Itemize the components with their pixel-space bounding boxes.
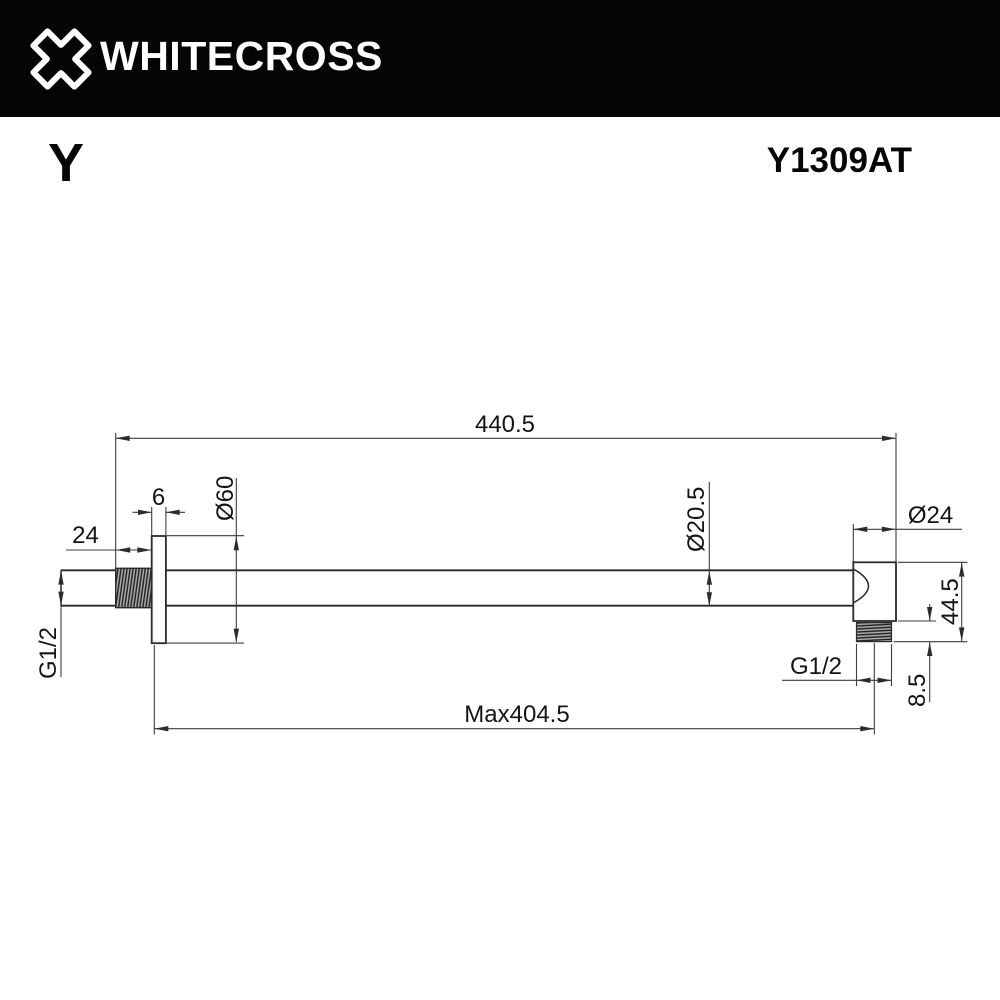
dim-outlet-thread-label: G1/2 [789, 653, 843, 680]
dim-outlet-height-label: 44.5 [937, 578, 964, 625]
inlet-thread-hatch [116, 568, 152, 607]
dim-total-length-label: 440.5 [474, 411, 536, 438]
dim-inlet-thread [35, 571, 64, 679]
dim-outlet-diameter-label: Ø24 [907, 502, 954, 529]
product-code: Y1309AT [766, 141, 912, 180]
shower-arm-outline [61, 536, 896, 643]
dim-outlet-thread-length-label: 8.5 [904, 673, 931, 707]
dim-outlet-height [894, 562, 968, 641]
outlet-thread-hatch [857, 623, 892, 642]
dim-inlet-thread-label: G1/2 [35, 626, 62, 679]
dim-left-thread-length-label: 24 [72, 522, 99, 549]
dim-flange-thickness [133, 484, 186, 535]
dim-flange-diameter-label: Ø60 [212, 475, 239, 521]
product-series: Y [48, 133, 85, 193]
dim-max-projection-label: Max404.5 [464, 701, 570, 728]
dim-flange-thickness-label: 6 [151, 484, 166, 511]
dim-flange-diameter [167, 476, 244, 643]
dim-outlet-diameter [853, 502, 962, 562]
dim-left-thread-length [66, 522, 152, 553]
dim-outlet-thread [782, 644, 892, 686]
dim-pipe-diameter-label: Ø20.5 [683, 486, 710, 552]
dim-outlet-thread-length [898, 604, 936, 707]
brand-name: WHITECROSS [100, 33, 383, 79]
outlet-block [853, 562, 896, 621]
dim-max-projection [154, 643, 874, 735]
wall-flange [152, 536, 166, 643]
dim-pipe-diameter [683, 482, 712, 606]
